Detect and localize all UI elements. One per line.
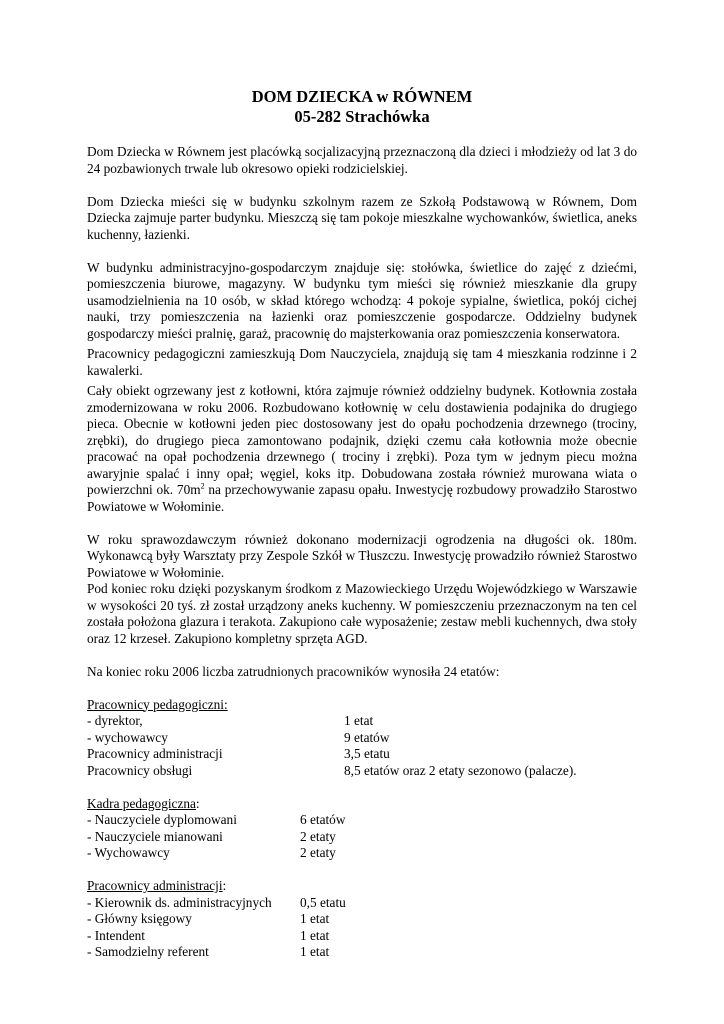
list-item (87, 911, 637, 928)
document-subtitle: 05-282 Strachówka (294, 107, 430, 126)
paragraph-fence: W roku sprawozdawczym również dokonano modernizacji ogrodzenia na długości ok. 180m. Wykonawcą były Warsztaty przy Zespole Szkół w Tłuszczu. Inwestycję prowadziło również Starostwo Powiatowe w Wołominie. (87, 531, 637, 580)
paragraph-employment: Na koniec roku 2006 liczba zatrudnionych pracowników wynosiła 24 etatów: (87, 663, 500, 679)
row-value: 0,5 etatu (300, 894, 346, 910)
list-item (87, 812, 637, 829)
admin-title: Pracownicy administracji (87, 878, 223, 893)
row-value: 6 etatów (300, 812, 346, 827)
row-label: - Kierownik ds. administracyjnych (87, 894, 272, 910)
list-item (87, 944, 637, 961)
row-value: 2 etaty (300, 845, 336, 860)
document-page (87, 87, 637, 961)
list-item (87, 763, 637, 780)
paragraph-admin-building: W budynku administracyjno-gospodarczym znajduje się: stołówka, świetlice do zajęć z dziećmi, pomieszczenia biurowe, magazyny. W budynku tym mieści się również mieszkanie dla grupy usamodzielnienia na 10 osób, w skład którego wchodzą: 4 pokoje sypialne, świetlica, pokój cichej nauki, trzy pomieszczenia na łazienki oraz pomieszczenie gospodarcze. Oddzielny budynek gospodarczy mieści pralnię, garaż, pracownię do majsterkowania oraz pomieszczenia konserwatora. (87, 259, 637, 341)
row-label: - Główny księgowy (87, 911, 192, 926)
list-item (87, 746, 637, 763)
admin-colon: : (222, 878, 227, 893)
row-value: 1 etat (300, 944, 330, 959)
row-label: Pracownicy administracji (87, 746, 223, 761)
section-title-admin (87, 878, 637, 895)
row-label: - Wychowawcy (87, 845, 170, 860)
admin-list (87, 895, 637, 961)
row-label: - Samodzielny referent (87, 944, 209, 959)
list-item (87, 928, 637, 945)
staff-title: Pracownicy pedagogiczni: (87, 696, 228, 712)
paragraph-teachers-housing: Pracownicy pedagogiczni zamieszkują Dom Nauczyciela, znajdują się tam 4 mieszkania rodzinne i 2 kawalerki. (87, 346, 637, 378)
row-label: - dyrektor, (87, 713, 143, 728)
section-title-staff (87, 697, 637, 714)
row-value: 1 etat (344, 713, 374, 728)
row-value: 1 etat (300, 911, 330, 926)
list-item (87, 895, 637, 912)
paragraph-location: Dom Dziecka mieści się w budynku szkolnym razem ze Szkołą Podstawową w Równem, Dom Dziecka zajmuje parter budynku. Mieszczą się tam pokoje mieszkalne wychowanków, świetlica, aneks kuchenny, łazienki. (87, 193, 637, 242)
paragraph-intro: Dom Dziecka w Równem jest placówką socjalizacyjną przeznaczoną dla dzieci i młodzieży od lat 3 do 24 pozbawionych trwale lub okresowo opieki rodzicielskiej. (87, 144, 637, 176)
boiler-text-a: Cały obiekt ogrzewany jest z kotłowni, która zajmuje również oddzielny budynek. Kotłownia została zmodernizowana w roku 2006. Rozbudowano kotłownię w celu dostawienia podajnika do drugiego pieca. Obecnie w kotłowni jeden piec dostosowany jest do opału pochodzenia drzewnego (trociny, zrębki), do drugiego pieca zamontowano podajnik, dzięki czemu cała kotłownia może obecnie pracować na opał pochodzenia drzewnego ( trociny i zrębki). Poza tym w jednym piecu można awaryjnie spalać i inny opał; węgiel, koks itp. Dobudowana została również murowana wiata o powierzchni ok. 70m (87, 383, 637, 497)
staff-list (87, 713, 637, 779)
list-item (87, 713, 637, 730)
row-value: 9 etatów (344, 729, 390, 745)
row-label: - Nauczyciele mianowani (87, 828, 223, 844)
boiler-text-b: na przechowywanie zapasu opału. Inwestycję rozbudowy prowadziło Starostwo Powiatowe w Wołominie. (87, 482, 637, 514)
list-item (87, 845, 637, 862)
pedagogical-title: Kadra pedagogiczna (87, 795, 196, 811)
list-item (87, 829, 637, 846)
pedagogical-list (87, 812, 637, 862)
row-label: - Intendent (87, 927, 145, 943)
list-item (87, 730, 637, 747)
pedagogical-colon: : (195, 795, 200, 811)
section-title-pedagogical (87, 796, 637, 813)
row-label: - Nauczyciele dyplomowani (87, 812, 237, 827)
row-value: 2 etaty (300, 828, 336, 844)
row-label: Pracownicy obsługi (87, 762, 193, 778)
paragraph-boiler-room (87, 383, 637, 515)
row-value: 8,5 etatów oraz 2 etaty sezonowo (palacze). (344, 762, 577, 778)
row-label: - wychowawcy (87, 729, 168, 745)
row-value: 1 etat (300, 927, 330, 943)
row-value: 3,5 etatu (344, 746, 390, 761)
superscript: 2 (200, 481, 205, 491)
paragraph-kitchen: Pod koniec roku dzięki pozyskanym środkom z Mazowieckiego Urzędu Wojewódzkiego w Warszawie w wysokości 20 tyś. zł został urządzony aneks kuchenny. W pomieszczeniu przeznaczonym na ten cel została położona glazura i terakota. Zakupiono całe wyposażenie; zestaw mebli kuchennych, dwa stoły oraz 12 krzeseł. Zakupiono kompletny sprzęta AGD. (87, 581, 637, 646)
document-title: DOM DZIECKA w RÓWNEM (251, 87, 473, 106)
